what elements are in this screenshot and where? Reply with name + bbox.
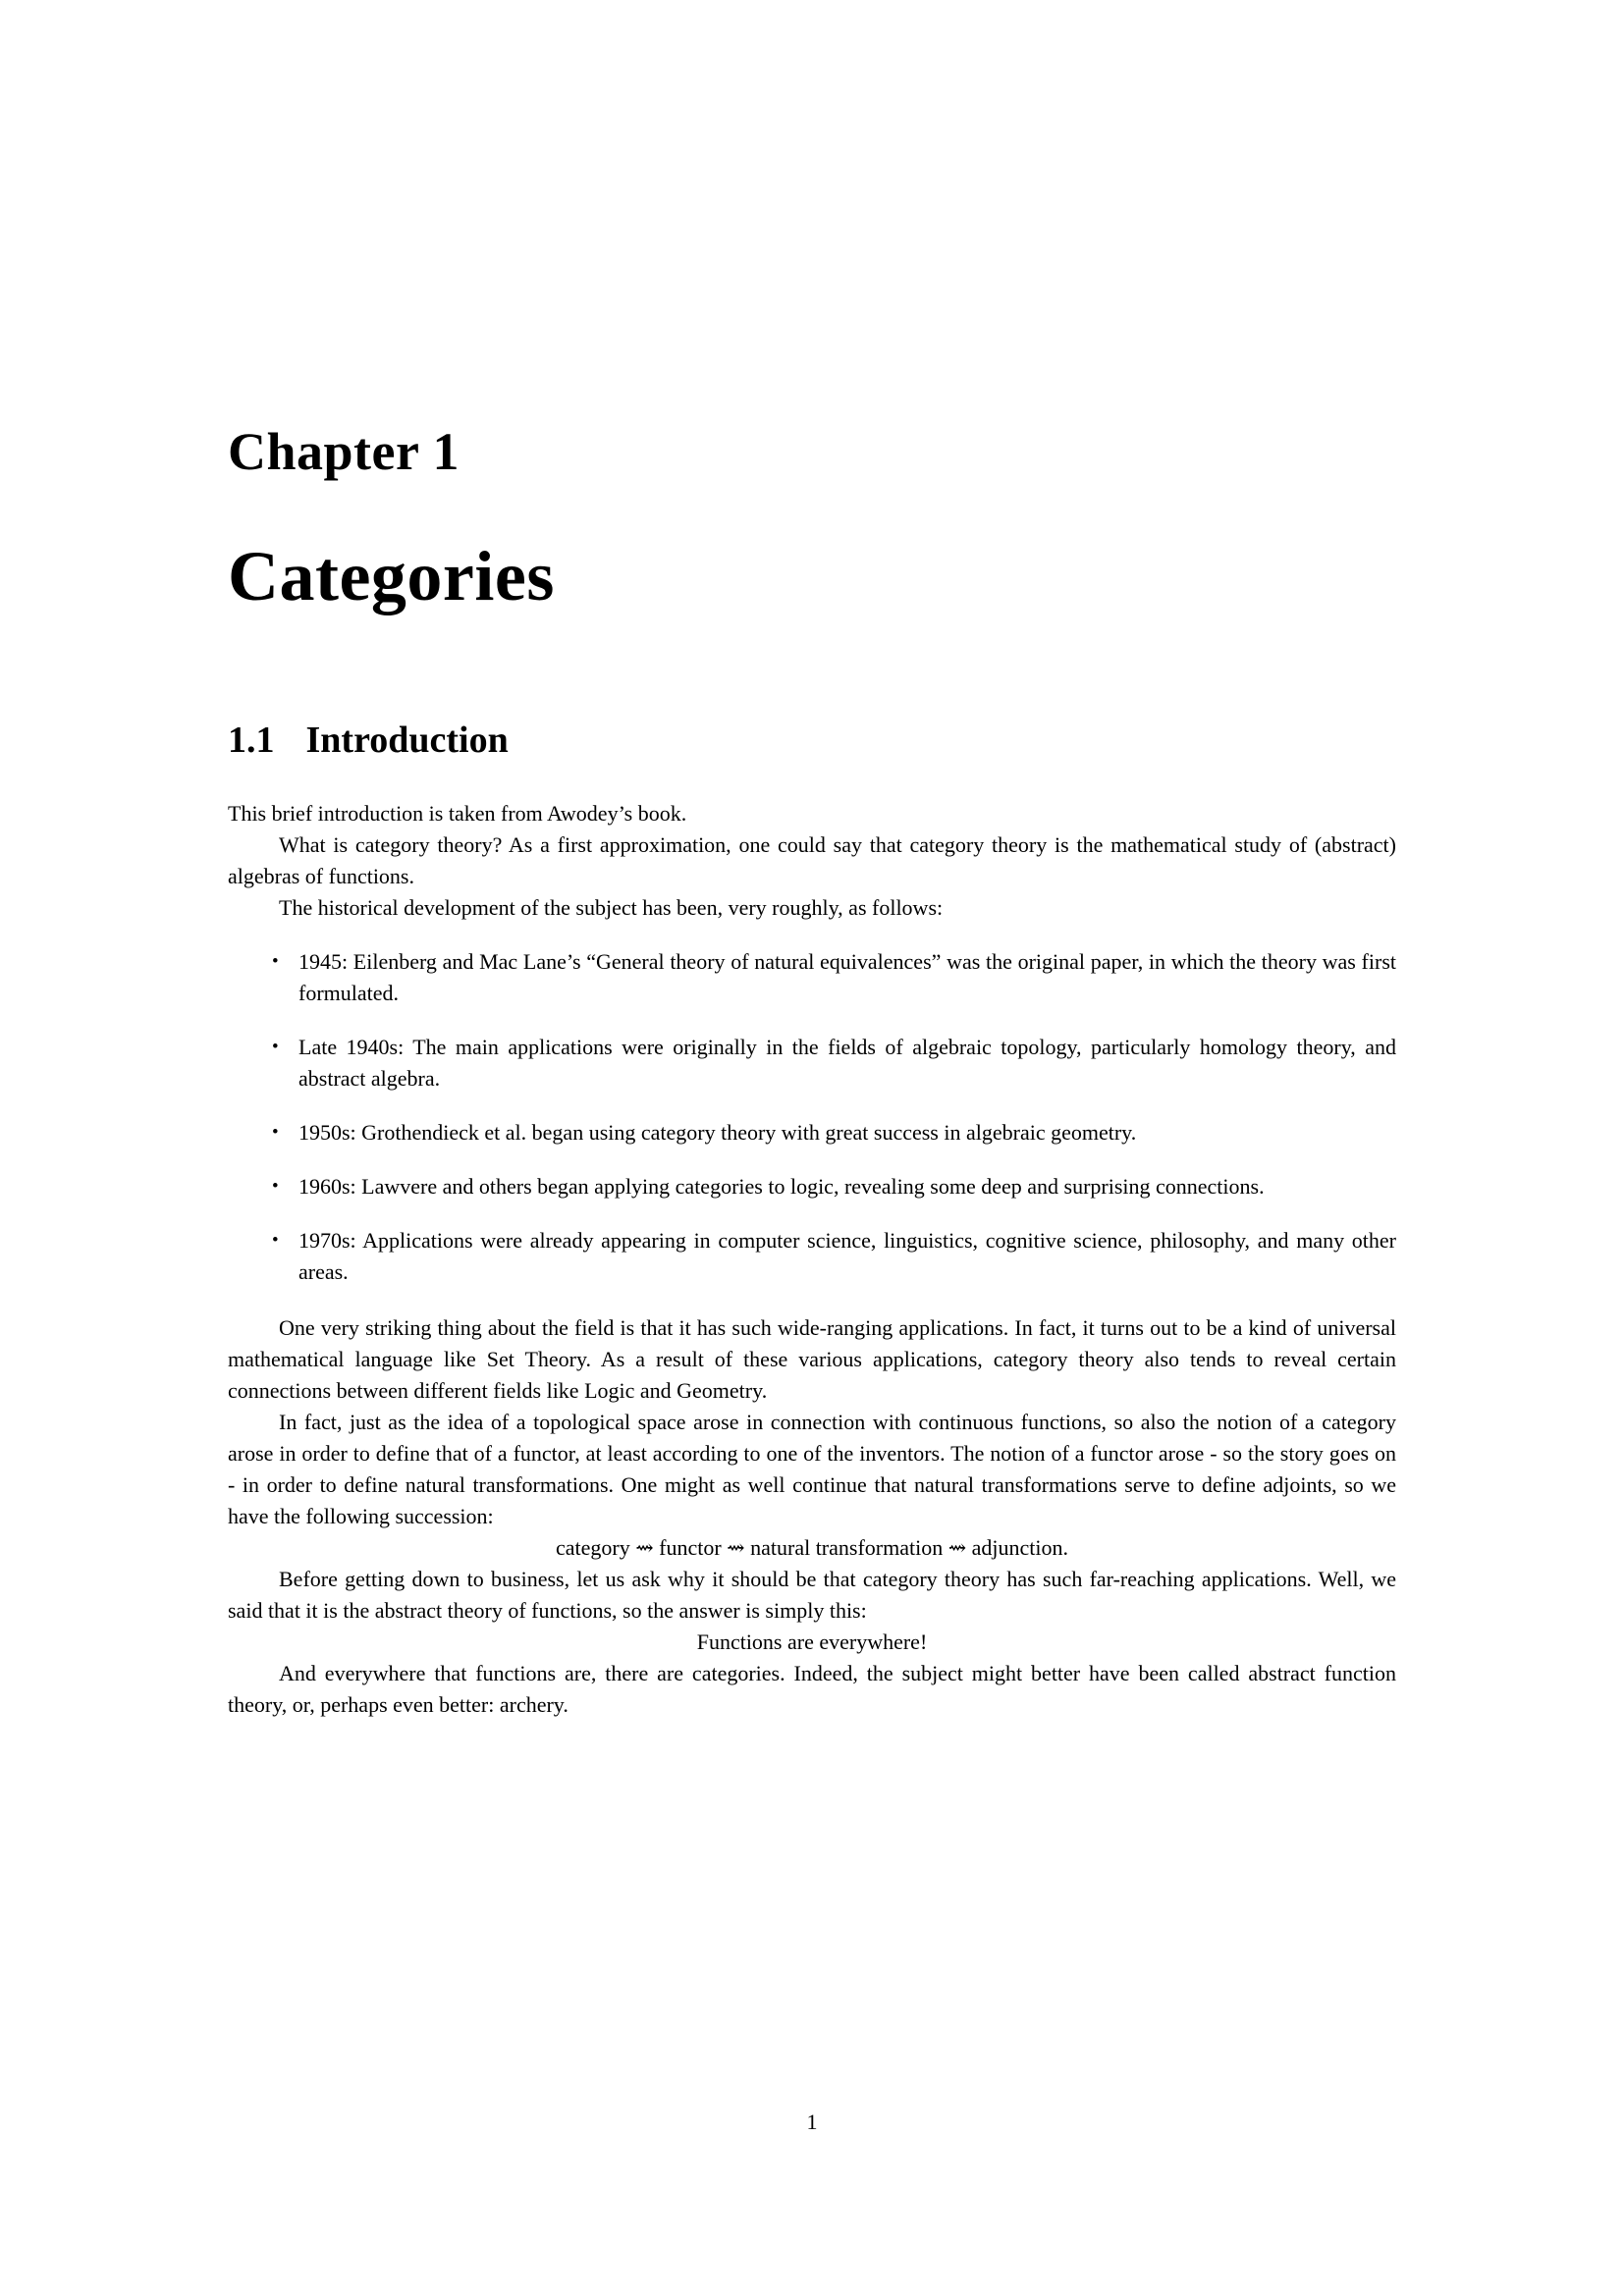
body-text (228, 798, 1396, 1721)
section-title: Introduction (305, 720, 509, 761)
list-item-text: 1970s: Applications were already appearing in computer science, linguistics, cognitive science, philosophy, and many other areas. (298, 1228, 1396, 1284)
bullet-icon: • (272, 1122, 279, 1143)
list-item (272, 1225, 1396, 1288)
list-item (272, 1032, 1396, 1095)
paragraph-historical-development: The historical development of the subject has been, very roughly, as follows: (279, 895, 944, 920)
section-number: 1.1 (228, 720, 275, 761)
chapter-title: Categories (228, 537, 555, 615)
list-item (272, 1171, 1396, 1202)
paragraph-before-getting-down: Before getting down to business, let us ask why it should be that category theory has such far-reaching applications. Well, we said that it is the abstract theory of functions, so the answer is simply this: (228, 1567, 1396, 1623)
timeline-bullet-list (228, 946, 1396, 1288)
list-item-text: 1945: Eilenberg and Mac Lane’s “General theory of natural equivalences” was the original paper, in which the theory was first formulated. (298, 949, 1396, 1005)
slogan-line: Functions are everywhere! (696, 1629, 928, 1654)
paragraph-topological-space: In fact, just as the idea of a topological space arose in connection with continuous functions, so also the notion of a category arose in order to define that of a functor, at least according to one of the inventors. The notion of a functor arose - so the story goes on - in order to define natural transformations. One might as well continue that natural transformations serve to define adjoints, so we have the following succession: (228, 1410, 1396, 1528)
bullet-icon: • (272, 951, 279, 972)
bullet-icon: • (272, 1037, 279, 1057)
paragraph-what-is-category-theory: What is category theory? As a first approximation, one could say that category theory is the mathematical study of (abstract) algebras of functions. (228, 832, 1396, 888)
list-item (272, 946, 1396, 1009)
succession-line: category ⇝ functor ⇝ natural transformation ⇝ adjunction. (555, 1535, 1069, 1560)
bullet-icon: • (272, 1230, 279, 1251)
bullet-icon: • (272, 1176, 279, 1197)
list-item (272, 1117, 1396, 1148)
list-item-text: Late 1940s: The main applications were originally in the fields of algebraic topology, particularly homology theory, and abstract algebra. (298, 1035, 1396, 1091)
list-item-text: 1950s: Grothendieck et al. began using category theory with great success in algebraic geometry. (298, 1120, 1137, 1145)
paragraph-final: And everywhere that functions are, there are categories. Indeed, the subject might better have been called abstract function theory, or, perhaps even better: archery. (228, 1661, 1396, 1717)
paragraph-intro: This brief introduction is taken from Awodey’s book. (228, 801, 687, 826)
section-heading (228, 721, 1396, 759)
chapter-label: Chapter 1 (228, 422, 460, 481)
list-item-text: 1960s: Lawvere and others began applying categories to logic, revealing some deep and surprising connections. (298, 1174, 1265, 1199)
paragraph-wide-ranging-applications: One very striking thing about the field is that it has such wide-ranging applications. In fact, it turns out to be a kind of universal mathematical language like Set Theory. As a result of these various applications, category theory also tends to reveal certain connections between different fields like Logic and Geometry. (228, 1315, 1396, 1403)
page-number: 1 (806, 2109, 818, 2134)
